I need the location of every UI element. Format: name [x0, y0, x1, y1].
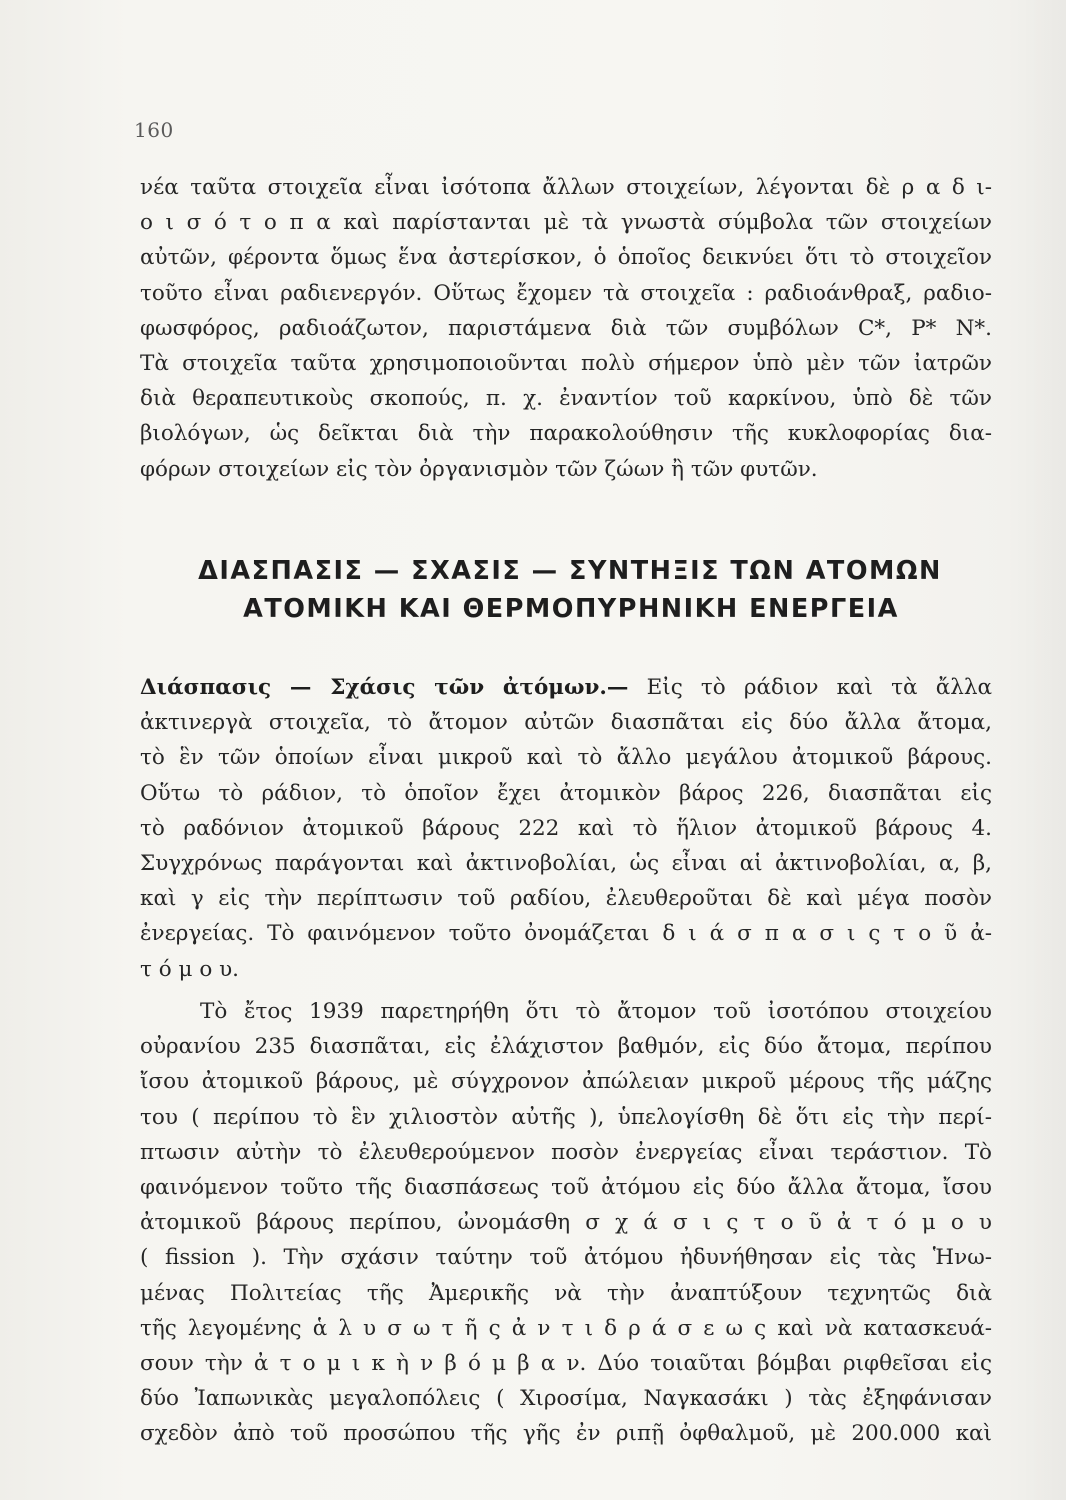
text-line: φωσφόρος, ραδιοάζωτον, παριστάμενα διὰ τῶν συμβόλων C*, P* N*. — [140, 315, 992, 341]
text-line: Τὸ ἔτος 1939 παρετηρήθη ὅτι τὸ ἄτομον τοῦ ἰσοτόπου στοιχείου — [200, 999, 992, 1024]
paragraph-radioisotopes — [140, 170, 992, 487]
text-line: διὰ θεραπευτικοὺς σκοπούς, π. χ. ἐναντίον τοῦ καρκίνου, ὑπὸ δὲ τῶν — [140, 386, 992, 412]
run-in-heading: Διάσπασις — Σχάσις τῶν ἀτόμων.— — [140, 675, 629, 700]
text-line: Συγχρόνως παράγονται καὶ ἀκτινοβολίαι, ὡς εἶναι αἱ ἀκτινοβολίαι, α, β, — [140, 851, 992, 877]
text-line: Οὕτω τὸ ράδιον, τὸ ὁποῖον ἔχει ἀτομικὸν βάρος 226, διασπᾶται εἰς — [140, 780, 992, 806]
text-line: τ ό μ ο υ. — [140, 956, 239, 982]
page-number: 160 — [134, 118, 174, 142]
text-line: ἀτομικοῦ βάρους περίπου, ὠνομάσθη σ χ ά σ ι ς τ ο ῦ ἀ τ ό μ ο υ — [140, 1210, 992, 1236]
text-line: τῆς λεγομένης ἁ λ υ σ ω τ ῆ ς ἀ ν τ ι δ ρ ά σ ε ω ς καὶ νὰ κατασκευά- — [140, 1315, 992, 1341]
text-line: τὸ ραδόνιον ἀτομικοῦ βάρους 222 καὶ τὸ ἥλιον ἀτομικοῦ βάρους 4. — [140, 815, 992, 841]
section-heading-line2: ΑΤΟΜΙΚΗ ΚΑΙ ΘΕΡΜΟΠΥΡΗΝΙΚΗ ΕΝΕΡΓΕΙΑ — [243, 594, 899, 624]
paragraph-uranium-fission — [140, 994, 992, 1452]
text-line: ἴσου ἀτομικοῦ βάρους, μὲ σύγχρονον ἀπώλειαν μικροῦ μέρους τῆς μάζης — [140, 1069, 992, 1095]
text-line: ἐνεργείας. Τὸ φαινόμενον τοῦτο ὀνομάζεται δ ι ά σ π α σ ι ς τ ο ῦ ἀ- — [140, 921, 992, 947]
text-line: Τὰ στοιχεῖα ταῦτα χρησιμοποιοῦνται πολὺ σήμερον ὑπὸ μὲν τῶν ἰατρῶν — [140, 351, 992, 377]
text-line: πτωσιν αὐτὴν τὸ ἐλευθερούμενον ποσὸν ἐνεργείας εἶναι τεράστιον. Τὸ — [140, 1139, 992, 1165]
text-line: οὐρανίου 235 διασπᾶται, εἰς ἐλάχιστον βαθμόν, εἰς δύο ἄτομα, περίπου — [140, 1034, 992, 1060]
text-line: σχεδὸν ἀπὸ τοῦ προσώπου τῆς γῆς ἐν ριπῇ ὀφθαλμοῦ, μὲ 200.000 καὶ — [140, 1421, 992, 1447]
paragraph-fission-intro — [140, 670, 992, 987]
text-line: τὸ ἓν τῶν ὁποίων εἶναι μικροῦ καὶ τὸ ἄλλο μεγάλου ἀτομικοῦ βάρους. — [140, 745, 992, 771]
text-line: τοῦτο εἶναι ραδιενεργόν. Οὕτως ἔχομεν τὰ στοιχεῖα : ραδιοάνθραξ, ραδιο- — [140, 280, 992, 306]
text-line: βιολόγων, ὡς δεῖκται διὰ τὴν παρακολούθησιν τῆς κυκλοφορίας δια- — [140, 421, 992, 447]
text-run: Εἰς τὸ ράδιον καὶ τὰ ἄλλα — [628, 675, 992, 700]
text-line: δύο Ἰαπωνικὰς μεγαλοπόλεις ( Χιροσίμα, Ναγκασάκι ) τὰς ἐξηφάνισαν — [140, 1386, 992, 1412]
page-edge-shading — [1006, 0, 1066, 1500]
text-line: καὶ γ εἰς τὴν περίπτωσιν τοῦ ραδίου, ἐλευθεροῦται δὲ καὶ μέγα ποσὸν — [140, 886, 992, 912]
text-line: ἀκτινεργὰ στοιχεῖα, τὸ ἄτομον αὐτῶν διασπᾶται εἰς δύο ἄλλα ἄτομα, — [140, 710, 992, 736]
text-line: νέα ταῦτα στοιχεῖα εἶναι ἰσότοπα ἄλλων στοιχείων, λέγονται δὲ ρ α δ ι- — [140, 175, 992, 200]
text-line: φαινόμενον τοῦτο τῆς διασπάσεως τοῦ ἀτόμου εἰς δύο ἄλλα ἄτομα, ἴσου — [140, 1175, 992, 1201]
text-line: του ( περίπου τὸ ἓν χιλιοστὸν αὐτῆς ), ὑπελογίσθη δὲ ὅτι εἰς τὴν περί- — [140, 1104, 992, 1130]
text-line: αὐτῶν, φέροντα ὅμως ἕνα ἀστερίσκον, ὁ ὁποῖος δεικνύει ὅτι τὸ στοιχεῖον — [140, 245, 992, 271]
text-line: φόρων στοιχείων εἰς τὸν ὀργανισμὸν τῶν ζώων ἢ τῶν φυτῶν. — [140, 456, 818, 482]
text-line: ο ι σ ό τ ο π α καὶ παρίστανται μὲ τὰ γνωστὰ σύμβολα τῶν στοιχείων — [140, 210, 992, 236]
text-line — [140, 670, 992, 705]
text-line: ( fission ). Τὴν σχάσιν ταύτην τοῦ ἀτόμου ἠδυνήθησαν εἰς τὰς Ἡνω- — [140, 1245, 992, 1271]
text-line: σουν τὴν ἀ τ ο μ ι κ ὴ ν β ό μ β α ν. Δύο τοιαῦται βόμβαι ριφθεῖσαι εἰς — [140, 1351, 992, 1377]
section-heading-line1: ΔΙΑΣΠΑΣΙΣ — ΣΧΑΣΙΣ — ΣΥΝΤΗΞΙΣ ΤΩΝ ΑΤΟΜΩΝ — [198, 556, 942, 586]
text-line: μένας Πολιτείας τῆς Ἀμερικῆς νὰ τὴν ἀναπτύξουν τεχνητῶς διὰ — [140, 1280, 992, 1306]
